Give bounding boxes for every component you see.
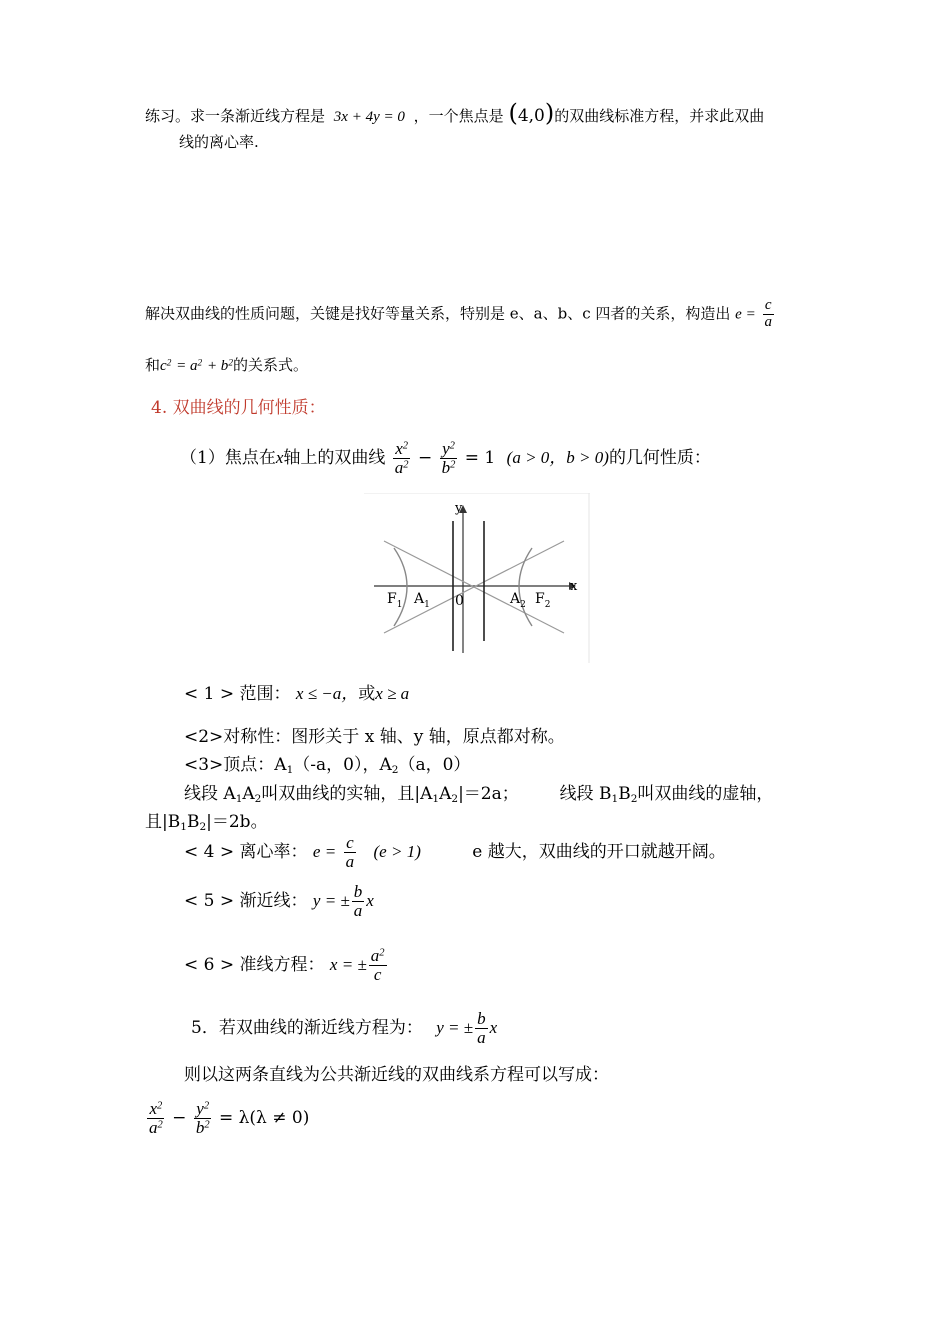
property-3-axes-line-1: [184, 779, 773, 805]
item-5: [191, 1010, 497, 1047]
right-branch: [519, 548, 532, 626]
exponent: 2: [379, 947, 385, 959]
e-fraction: [762, 298, 774, 331]
text: ，一个焦点是: [413, 107, 504, 125]
text: |＝2a；: [458, 784, 519, 804]
x-label: x: [570, 579, 578, 594]
label: < 5 > 渐近线：: [184, 890, 308, 911]
exponent: 2: [204, 1119, 210, 1131]
item-1-line: [180, 440, 711, 477]
text: 且|B: [145, 812, 181, 832]
property-4: [184, 834, 726, 871]
expr: x ≥ a: [375, 684, 410, 703]
text: 和: [145, 356, 161, 374]
x2-over-a2: [393, 440, 411, 477]
y2-over-b2: [440, 440, 458, 477]
note: e 越大，双曲线的开口就越开阔。: [472, 841, 726, 862]
label: < 4 > 离心率：: [184, 841, 308, 862]
left-branch: [394, 548, 407, 626]
denominator: a: [353, 900, 363, 920]
e-lhs: e =: [735, 306, 756, 323]
var-y: y: [196, 1099, 204, 1118]
var-a: a: [394, 457, 404, 477]
text: 的几何性质：: [608, 447, 711, 468]
a2-over-c: [369, 947, 387, 984]
exponent: 2: [450, 459, 456, 471]
text: 叫双曲线的实轴，且|A: [261, 784, 433, 804]
label-origin: 0: [455, 593, 464, 609]
focus-point: 4,0: [517, 106, 545, 126]
y-label: y: [455, 501, 463, 516]
family-equation: [145, 1100, 309, 1137]
exercise-line-1: [145, 99, 764, 127]
text: 叫双曲线的虚轴，: [637, 784, 774, 804]
y2-over-b2: [194, 1100, 212, 1137]
exponent: 2: [157, 1119, 163, 1131]
exponent: 2: [228, 358, 233, 369]
hyperbola-figure: [364, 493, 590, 663]
denominator: a: [477, 1027, 486, 1047]
property-1: [184, 679, 409, 704]
condition: (a > 0，: [506, 447, 567, 467]
denominator: a: [345, 851, 355, 871]
text: 5．若双曲线的渐近线方程为：: [191, 1017, 423, 1038]
text: （-a，0），A: [293, 755, 392, 775]
text: B: [618, 784, 631, 804]
subscript: 2: [451, 793, 459, 806]
numerator: b: [477, 1009, 486, 1028]
text: |＝2b。: [206, 812, 268, 832]
text: B: [186, 812, 200, 832]
text: <3>顶点：A: [184, 755, 287, 775]
property-2: <2>对称性：图形关于 x 轴、y 轴，原点都对称。: [184, 727, 565, 747]
numerator: c: [764, 297, 772, 313]
exponent: 2: [403, 459, 409, 471]
text: （a，0）: [398, 755, 471, 775]
item-5-continued: 则以这两条直线为公共渐近线的双曲线系方程可以写成：: [184, 1065, 609, 1085]
subscript: 1: [286, 764, 294, 777]
var-y: y: [442, 439, 450, 458]
section-4-heading: 4. 双曲线的几何性质：: [151, 398, 326, 418]
note-line-2: [145, 354, 308, 375]
minus: −: [172, 1107, 187, 1128]
property-6: [184, 947, 389, 984]
x2-over-a2: [147, 1100, 165, 1137]
minus: −: [417, 447, 433, 468]
var-x: x: [489, 1017, 498, 1037]
text: 练习。求一条渐近线方程是: [145, 107, 326, 125]
rhs: = λ(λ ≠ 0): [219, 1107, 310, 1128]
subscript: 1: [235, 793, 243, 806]
numerator: b: [353, 882, 363, 901]
denominator: a: [764, 313, 772, 330]
text: 的双曲线标准方程，并求此双曲: [554, 107, 765, 125]
b-over-a: [475, 1010, 488, 1047]
label-F2: $F_2$: [535, 591, 551, 610]
property-3: [184, 750, 470, 776]
label-F1: $F_1$: [387, 591, 403, 610]
paren: (: [508, 99, 518, 127]
equals-one: = 1: [464, 447, 496, 468]
label: < 1 > 范围：: [184, 684, 291, 704]
b-over-a: [352, 883, 365, 920]
text: A: [439, 784, 452, 804]
subscript: 2: [391, 764, 399, 777]
text: 线段 A: [184, 784, 236, 804]
lhs: y = ±: [312, 890, 350, 910]
subscript: 2: [199, 821, 207, 834]
var-x: x: [366, 890, 374, 910]
subscript: 1: [611, 793, 619, 806]
asymptote-equation: 3x + 4y = 0: [333, 109, 405, 125]
text: A: [242, 784, 255, 804]
exponent: 2: [449, 440, 455, 452]
subscript: 2: [630, 793, 638, 806]
eq-part: = a: [176, 358, 198, 374]
var-c: c: [160, 358, 167, 374]
c-over-a: [344, 834, 357, 871]
eq-part: + b: [206, 358, 229, 374]
exponent: 2: [203, 1100, 210, 1112]
text: 轴上的双曲线: [283, 447, 386, 468]
text: 线段 B: [559, 784, 612, 804]
numerator: a: [370, 946, 380, 965]
numerator: c: [346, 833, 354, 852]
var-b: b: [441, 457, 451, 477]
subscript: 1: [432, 793, 440, 806]
paren: ): [544, 99, 555, 127]
exponent: 2: [402, 440, 409, 452]
exercise-line-2: 线的离心率.: [179, 133, 259, 151]
lhs: e =: [312, 841, 337, 861]
property-3-axes-line-2: [145, 807, 268, 833]
label-A1: $A_1$: [414, 591, 430, 610]
text: （1）焦点在: [180, 447, 276, 468]
exponent: 2: [166, 358, 172, 369]
exponent: 2: [157, 1100, 163, 1112]
label: < 6 > 准线方程：: [184, 954, 325, 975]
var-x: x: [395, 439, 403, 458]
note-line-1: [145, 298, 776, 331]
exponent: 2: [197, 358, 203, 369]
lhs: y = ±: [436, 1017, 474, 1037]
label-A2: $A_2$: [510, 591, 526, 610]
denominator: c: [373, 964, 382, 984]
var-b: b: [195, 1117, 205, 1137]
subscript: 2: [254, 793, 262, 806]
var-a: a: [149, 1117, 158, 1137]
text: 或: [358, 684, 376, 704]
property-5: [184, 883, 374, 920]
lhs: x = ±: [329, 954, 367, 974]
subscript: 1: [180, 821, 187, 834]
text: 的关系式。: [232, 356, 308, 374]
text: 解决双曲线的性质问题，关键是找好等量关系，特别是 e、a、b、c 四者的关系，构造出: [145, 304, 731, 323]
var-x: x: [149, 1099, 158, 1118]
condition: b > 0): [566, 447, 609, 467]
var-x: x: [275, 447, 284, 467]
condition: (e > 1): [373, 841, 421, 861]
expr: x ≤ −a，: [295, 684, 359, 703]
